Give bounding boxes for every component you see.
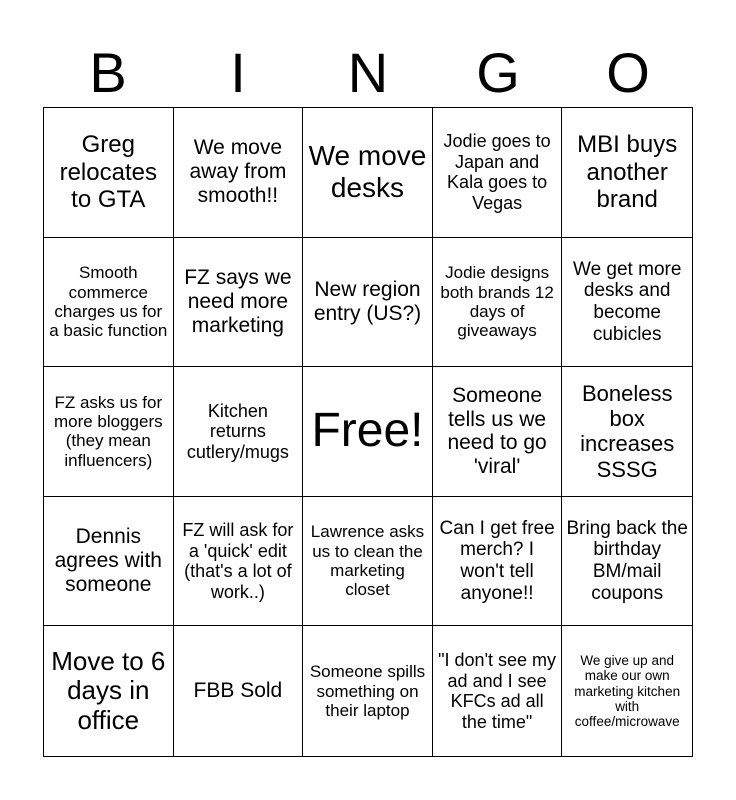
bingo-cell-8[interactable]: New region entry (US?) xyxy=(303,238,433,368)
bingo-cell-20[interactable]: Bring back the birthday BM/mail coupons xyxy=(562,497,692,627)
header-letter-n: N xyxy=(347,41,389,104)
bingo-cell-12[interactable]: Kitchen returns cutlery/mugs xyxy=(174,367,304,497)
bingo-cell-18[interactable]: Lawrence asks us to clean the marketing closet xyxy=(303,497,433,627)
bingo-grid xyxy=(43,107,693,757)
bingo-cell-1[interactable]: Greg relocates to GTA xyxy=(44,108,174,238)
bingo-cell-17[interactable]: FZ will ask for a 'quick' edit (that's a lot of work..) xyxy=(174,497,304,627)
bingo-cell-9[interactable]: Jodie designs both brands 12 days of giveaways xyxy=(433,238,563,368)
bingo-cell-15[interactable]: Boneless box increases SSSG xyxy=(562,367,692,497)
bingo-cell-14[interactable]: Someone tells us we need to go 'viral' xyxy=(433,367,563,497)
header-letter-g: G xyxy=(476,41,520,104)
bingo-cell-21[interactable]: Move to 6 days in office xyxy=(44,626,174,756)
bingo-cell-10[interactable]: We get more desks and become cubicles xyxy=(562,238,692,368)
bingo-cell-23[interactable]: Someone spills something on their laptop xyxy=(303,626,433,756)
bingo-cell-7[interactable]: FZ says we need more marketing xyxy=(174,238,304,368)
bingo-header xyxy=(43,38,693,108)
bingo-cell-19[interactable]: Can I get free merch? I won't tell anyone!! xyxy=(433,497,563,627)
bingo-cell-4[interactable]: Jodie goes to Japan and Kala goes to Vegas xyxy=(433,108,563,238)
bingo-cell-16[interactable]: Dennis agrees with someone xyxy=(44,497,174,627)
bingo-cell-6[interactable]: Smooth commerce charges us for a basic function xyxy=(44,238,174,368)
header-letter-o: O xyxy=(606,41,650,104)
bingo-cell-free[interactable]: Free! xyxy=(303,367,433,497)
bingo-cell-2[interactable]: We move away from smooth!! xyxy=(174,108,304,238)
header-letter-i: I xyxy=(230,41,246,104)
bingo-cell-3[interactable]: We move desks xyxy=(303,108,433,238)
bingo-cell-24[interactable]: "I don't see my ad and I see KFCs ad all the time" xyxy=(433,626,563,756)
header-letter-b: B xyxy=(89,41,127,104)
bingo-cell-5[interactable]: MBI buys another brand xyxy=(562,108,692,238)
bingo-cell-11[interactable]: FZ asks us for more bloggers (they mean influencers) xyxy=(44,367,174,497)
bingo-cell-22[interactable]: FBB Sold xyxy=(174,626,304,756)
bingo-cell-25[interactable]: We give up and make our own marketing kitchen with coffee/microwave xyxy=(574,652,681,730)
